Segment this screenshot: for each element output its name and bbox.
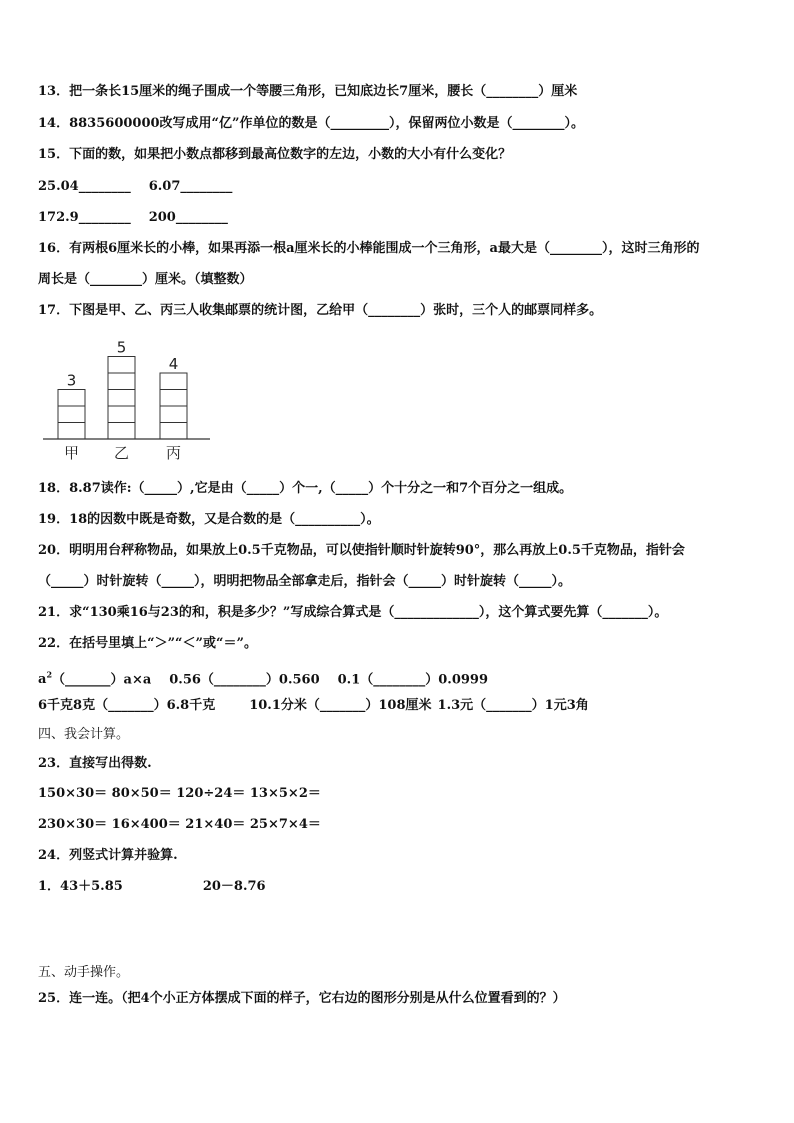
bar-cell-丙 <box>160 373 187 390</box>
q22-row2-item-1: 6千克8克（_______）6.8千克 <box>38 698 216 713</box>
bar-cell-丙 <box>160 390 187 407</box>
bar-cell-甲 <box>58 390 85 407</box>
bar-cell-甲 <box>58 406 85 423</box>
question-16-line-1: 16．有两根6厘米长的小棒，如果再添一根a厘米长的小棒能围成一个三角形，a最大是（________），这时三角形的 <box>38 241 700 256</box>
q22-a-squared: $a^2$ <box>38 670 53 688</box>
bar-value-label: 3 <box>66 371 77 390</box>
question-20-line-2: （_____）时针旋转（_____），明明把物品全部拿走后，指针会（_____）时针旋转（_____）。 <box>38 574 572 589</box>
question-15-row-1 <box>38 179 232 195</box>
bar-value-label: 5 <box>116 338 127 357</box>
q15-item-4: 200________ <box>148 210 228 225</box>
bar-cell-乙 <box>108 390 135 407</box>
category-label: 丙 <box>165 444 182 462</box>
q15-item-3: 172.9________ <box>38 210 131 225</box>
question-25: 25．连一连。（把4个小正方体摆成下面的样子，它右边的图形分别是从什么位置看到的？） <box>38 991 566 1006</box>
q22-row1-item-1: （_______）a×a <box>52 672 152 688</box>
section-5-heading: 五、动手操作。 <box>38 965 130 980</box>
question-23-row-1: 150×30＝ 80×50＝ 120÷24＝ 13×5×2＝ <box>38 786 321 801</box>
q22-row1-item-3: 0.1（________）0.0999 <box>337 672 489 688</box>
question-17: 17．下图是甲、乙、丙三人收集邮票的统计图，乙给甲（________）张时，三个人的邮票同样多。 <box>38 303 603 318</box>
question-14: 14．8835600000改写成用“亿”作单位的数是（_________），保留两位小数是（________）。 <box>38 116 585 131</box>
q15-item-1: 25.04________ <box>38 179 131 194</box>
bar-cell-丙 <box>160 423 187 440</box>
bar-value-label: 4 <box>168 355 179 373</box>
bar-cell-甲 <box>58 423 85 440</box>
q24-item-2: 20－8.76 <box>202 879 266 894</box>
question-24-items <box>38 879 266 895</box>
question-20-line-1: 20．明明用台秤称物品，如果放上0.5千克物品，可以使指针顺时针旋转90°，那么再放上0.5千克物品，指针会 <box>38 543 685 558</box>
q22-row2-item-2: 10.1分米（_______）108厘米 <box>249 698 432 713</box>
bar-cell-丙 <box>160 406 187 423</box>
question-18: 18．8.87读作:（_____）,它是由（_____）个一,（_____）个十分之一和7个百分之一组成。 <box>38 481 573 496</box>
question-22: 22．在括号里填上“＞”“＜”或“＝”。 <box>38 636 257 651</box>
question-13: 13．把一条长15厘米的绳子围成一个等腰三角形，已知底边长7厘米，腰长（________）厘米 <box>38 84 578 99</box>
question-16-line-2: 周长是（________）厘米。（填整数） <box>38 272 253 287</box>
bar-cell-乙 <box>108 357 135 374</box>
bar-cell-乙 <box>108 406 135 423</box>
question-23-row-2: 230×30＝ 16×400＝ 21×40＝ 25×7×4＝ <box>38 817 321 832</box>
question-23: 23．直接写出得数. <box>38 756 152 771</box>
bar-cell-乙 <box>108 423 135 440</box>
category-label: 乙 <box>113 444 130 462</box>
q22-row1-item-2: 0.56（________）0.560 <box>169 672 320 688</box>
stamp-bar-chart <box>38 330 213 462</box>
section-4-heading: 四、我会计算。 <box>38 727 130 742</box>
question-21: 21．求“130乘16与23的和，积是多少？”写成综合算式是（_____________），这个算式要先算（_______）。 <box>38 605 668 620</box>
question-24: 24．列竖式计算并验算. <box>38 848 178 863</box>
question-15: 15．下面的数，如果把小数点都移到最高位数字的左边，小数的大小有什么变化？ <box>38 147 512 162</box>
q22-row2-item-3: 1.3元（_______）1元3角 <box>437 698 589 713</box>
question-22-row-2 <box>38 698 589 714</box>
q15-item-2: 6.07________ <box>148 179 233 194</box>
question-15-row-2 <box>38 210 228 226</box>
q24-item-1: 1．43＋5.85 <box>38 879 123 894</box>
question-19: 19．18的因数中既是奇数，又是合数的是（__________）。 <box>38 512 380 527</box>
question-22-row-1 <box>38 667 488 688</box>
category-label: 甲 <box>63 444 80 462</box>
bar-cell-乙 <box>108 373 135 390</box>
